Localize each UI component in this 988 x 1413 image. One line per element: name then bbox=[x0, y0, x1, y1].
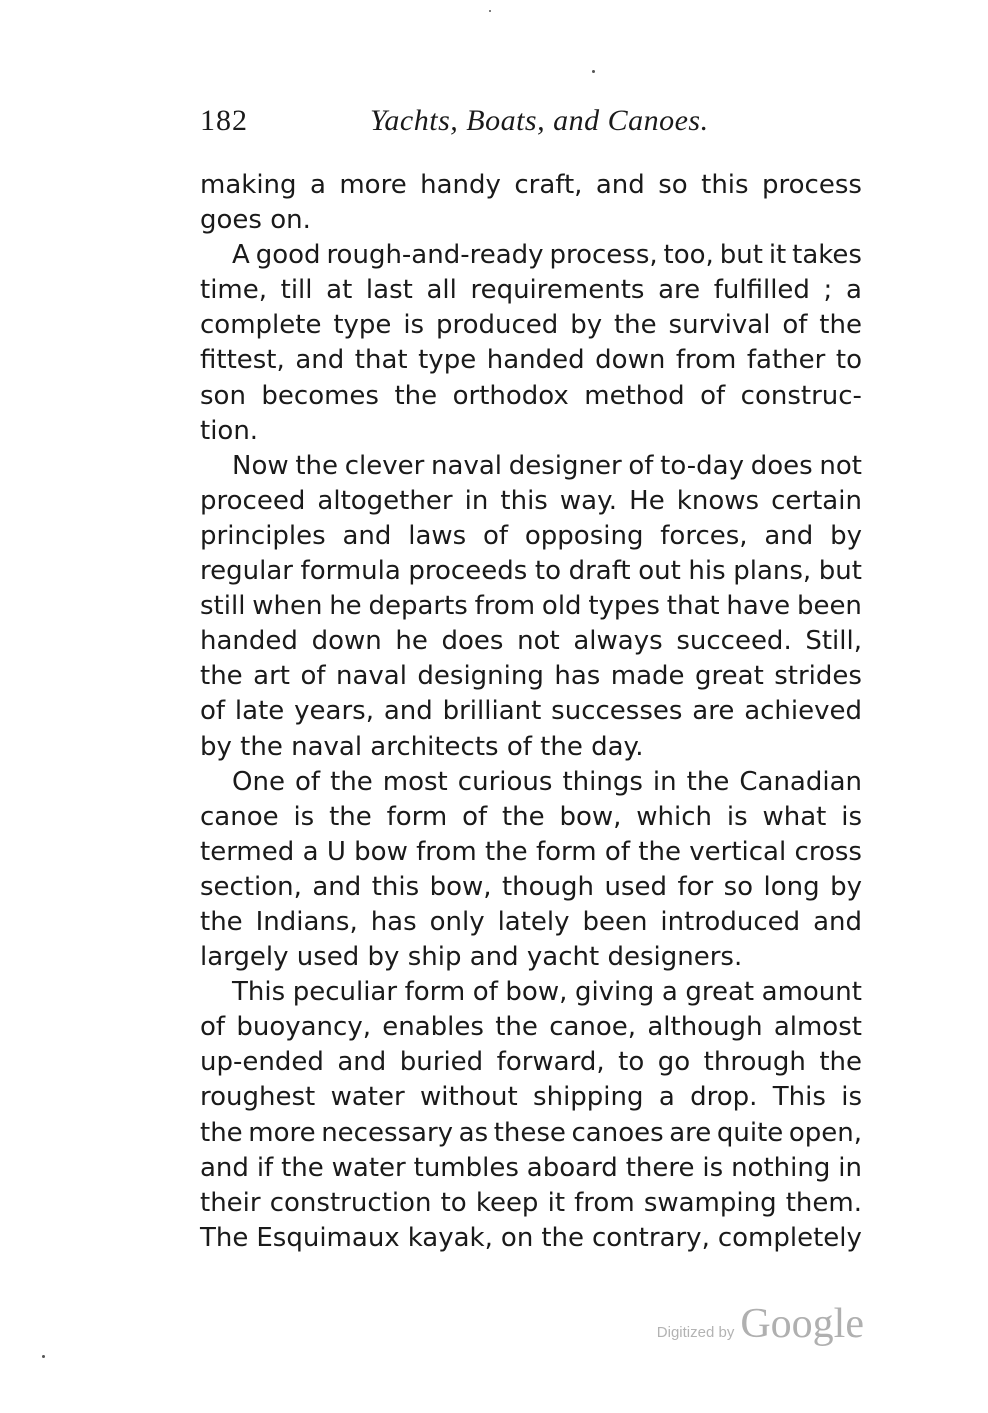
word: craft, bbox=[514, 170, 583, 200]
word: necessary bbox=[321, 1117, 454, 1148]
word: is bbox=[841, 1082, 862, 1113]
word: too, bbox=[663, 240, 714, 271]
word: that bbox=[354, 345, 408, 376]
word: and bbox=[342, 520, 392, 551]
text-line: goes on. bbox=[200, 205, 311, 236]
word: not bbox=[517, 626, 560, 657]
text-line bbox=[200, 1080, 862, 1115]
word: of bbox=[483, 520, 509, 551]
text-line: by the naval architects of the day. bbox=[200, 731, 644, 762]
word: a bbox=[302, 836, 319, 867]
word: type bbox=[418, 345, 477, 376]
word: quite bbox=[716, 1117, 784, 1148]
word: amount bbox=[761, 977, 862, 1008]
word: of bbox=[604, 836, 630, 867]
word: great bbox=[685, 977, 755, 1008]
word: laws bbox=[408, 520, 467, 551]
word: construc- bbox=[740, 380, 862, 411]
word: succeed. bbox=[676, 626, 792, 657]
word: ; bbox=[823, 275, 833, 306]
word: handy bbox=[420, 170, 501, 200]
word: on bbox=[500, 1222, 534, 1253]
word: years, bbox=[294, 696, 374, 727]
text-line bbox=[200, 870, 862, 905]
word: in bbox=[838, 1152, 862, 1183]
text-line bbox=[200, 975, 862, 1010]
word: which bbox=[636, 801, 713, 832]
word: been bbox=[796, 591, 862, 622]
word: till bbox=[280, 275, 313, 306]
word: he bbox=[395, 626, 428, 657]
word: at bbox=[326, 275, 353, 306]
text-line bbox=[200, 273, 862, 308]
text-line bbox=[200, 379, 862, 414]
text-line bbox=[200, 1186, 862, 1221]
word: nothing bbox=[731, 1152, 831, 1183]
word: process, bbox=[549, 240, 658, 271]
word: so bbox=[658, 170, 688, 200]
word: by bbox=[570, 310, 603, 341]
word: strides bbox=[774, 661, 862, 692]
word: still bbox=[200, 591, 246, 622]
word: down bbox=[311, 626, 382, 657]
word: things bbox=[562, 766, 643, 797]
word: late bbox=[234, 696, 285, 727]
word: it bbox=[768, 240, 787, 271]
word: from bbox=[416, 836, 477, 867]
word: does bbox=[750, 450, 813, 481]
word: takes bbox=[792, 240, 862, 271]
word: as bbox=[458, 1117, 489, 1148]
word: when bbox=[252, 591, 323, 622]
word: of bbox=[200, 696, 226, 727]
word: bow, bbox=[429, 871, 492, 902]
word: down bbox=[595, 345, 666, 376]
word: giving bbox=[574, 977, 655, 1008]
word: of bbox=[700, 380, 726, 411]
scan-speck bbox=[489, 10, 491, 12]
text-line: largely used by ship and yacht designers. bbox=[200, 942, 743, 973]
word: tumbles bbox=[413, 1152, 519, 1183]
word: produced bbox=[436, 310, 559, 341]
word: that bbox=[666, 591, 720, 622]
text-line bbox=[200, 1010, 862, 1045]
word: requirements bbox=[470, 275, 645, 306]
word: designer bbox=[508, 450, 622, 481]
digitized-watermark bbox=[657, 1300, 864, 1348]
word: U bbox=[326, 836, 346, 867]
body-text bbox=[200, 168, 862, 1256]
word: of bbox=[472, 977, 498, 1008]
word: the bbox=[329, 801, 372, 832]
word: is bbox=[726, 801, 748, 832]
text-line bbox=[200, 765, 862, 800]
word: to bbox=[618, 1047, 645, 1078]
word: shipping bbox=[533, 1082, 644, 1113]
word: of bbox=[300, 661, 326, 692]
word: for bbox=[677, 871, 714, 902]
word: successes bbox=[551, 696, 683, 727]
word: to bbox=[534, 556, 561, 587]
word: of bbox=[294, 766, 321, 797]
word: although bbox=[647, 1012, 763, 1043]
word: up-ended bbox=[200, 1047, 324, 1078]
text-line bbox=[200, 449, 862, 484]
word: plans, bbox=[733, 556, 812, 587]
word: though bbox=[501, 871, 595, 902]
word: aboard bbox=[526, 1152, 618, 1183]
word: making bbox=[200, 170, 297, 200]
word: the bbox=[330, 766, 373, 797]
word: and bbox=[337, 1047, 387, 1078]
word: without bbox=[419, 1082, 518, 1113]
word: the bbox=[686, 766, 730, 797]
word: the bbox=[638, 836, 681, 867]
text-line bbox=[200, 694, 862, 729]
word: are bbox=[658, 275, 701, 306]
word: the bbox=[200, 906, 243, 937]
word: is bbox=[841, 801, 862, 832]
word: Canadian bbox=[739, 766, 862, 797]
word: buried bbox=[399, 1047, 484, 1078]
word: becomes bbox=[261, 380, 379, 411]
word: contrary, bbox=[592, 1222, 710, 1253]
word: the bbox=[819, 1047, 862, 1078]
word: always bbox=[573, 626, 663, 657]
word: bow, bbox=[559, 801, 622, 832]
word: introduced bbox=[660, 906, 801, 937]
word: form bbox=[404, 977, 466, 1008]
word: of bbox=[200, 1012, 226, 1043]
word: in bbox=[652, 766, 677, 797]
word: achieved bbox=[744, 696, 862, 727]
word: kayak, bbox=[407, 1222, 493, 1253]
word: time, bbox=[200, 275, 268, 306]
word: from bbox=[574, 1187, 635, 1218]
word: He bbox=[629, 485, 665, 516]
text-line bbox=[200, 1221, 862, 1256]
text-line bbox=[200, 484, 862, 519]
word: if bbox=[256, 1152, 274, 1183]
word: bow bbox=[354, 836, 408, 867]
word: these bbox=[493, 1117, 566, 1148]
word: have bbox=[726, 591, 791, 622]
word: a bbox=[309, 170, 326, 200]
word: handed bbox=[200, 626, 298, 657]
word: swamping bbox=[643, 1187, 777, 1218]
word: only bbox=[429, 906, 485, 937]
word: the bbox=[495, 1012, 538, 1043]
word: A bbox=[232, 240, 250, 271]
word: Indians, bbox=[255, 906, 358, 937]
word: but bbox=[719, 240, 763, 271]
text-line: tion. bbox=[200, 415, 259, 446]
text-line bbox=[200, 800, 862, 835]
word: naval bbox=[335, 661, 407, 692]
word: in bbox=[464, 485, 489, 516]
word: father bbox=[746, 345, 826, 376]
word: way. bbox=[559, 485, 618, 516]
word: method bbox=[584, 380, 685, 411]
text-line bbox=[200, 624, 862, 659]
text-line bbox=[200, 835, 862, 870]
word: and bbox=[595, 170, 645, 200]
word: art bbox=[253, 661, 290, 692]
word: to-day bbox=[660, 450, 744, 481]
word: the bbox=[484, 836, 528, 867]
word: The bbox=[200, 1222, 249, 1253]
word: knows bbox=[676, 485, 760, 516]
word: keep bbox=[475, 1187, 539, 1218]
word: canoe bbox=[200, 801, 279, 832]
word: regular bbox=[200, 556, 293, 587]
word: out bbox=[638, 556, 681, 587]
word: peculiar bbox=[292, 977, 398, 1008]
word: open, bbox=[788, 1117, 862, 1148]
word: the bbox=[501, 801, 545, 832]
word: has bbox=[554, 661, 601, 692]
text-line bbox=[200, 589, 862, 624]
word: good bbox=[255, 240, 321, 271]
scan-speck bbox=[592, 70, 595, 73]
word: has bbox=[370, 906, 417, 937]
watermark-prefix: Digitized by bbox=[656, 1324, 735, 1341]
word: canoes bbox=[571, 1117, 664, 1148]
word: his bbox=[688, 556, 726, 587]
word: and bbox=[383, 696, 433, 727]
google-logo: Google bbox=[740, 1301, 864, 1347]
word: the bbox=[295, 450, 339, 481]
scan-speck bbox=[42, 1355, 45, 1358]
word: most bbox=[382, 766, 448, 797]
word: section, bbox=[200, 871, 302, 902]
word: the bbox=[819, 310, 862, 341]
word: not bbox=[819, 450, 862, 481]
word: fittest, bbox=[200, 345, 285, 376]
word: is bbox=[702, 1152, 724, 1183]
word: clever bbox=[344, 450, 425, 481]
word: buoyancy, bbox=[236, 1012, 371, 1043]
word: form bbox=[386, 801, 448, 832]
word: survival bbox=[668, 310, 771, 341]
word: handed bbox=[486, 345, 585, 376]
word: drop. bbox=[690, 1082, 758, 1113]
word: and bbox=[764, 520, 814, 551]
word: does bbox=[441, 626, 504, 657]
word: lately bbox=[497, 906, 570, 937]
word: go bbox=[657, 1047, 691, 1078]
word: this bbox=[701, 170, 749, 200]
word: the bbox=[281, 1152, 324, 1183]
word: more bbox=[248, 1117, 316, 1148]
word: roughest bbox=[200, 1082, 316, 1113]
word: of bbox=[782, 310, 808, 341]
text-line bbox=[200, 519, 862, 554]
word: Still, bbox=[805, 626, 862, 657]
word: son bbox=[200, 380, 246, 411]
word: from bbox=[474, 591, 536, 622]
word: of bbox=[462, 801, 488, 832]
word: proceeds bbox=[408, 556, 528, 587]
word: types bbox=[588, 591, 660, 622]
text-line bbox=[200, 308, 862, 343]
word: orthodox bbox=[452, 380, 569, 411]
word: so bbox=[723, 871, 754, 902]
word: he bbox=[329, 591, 362, 622]
word: departs bbox=[368, 591, 468, 622]
word: all bbox=[426, 275, 457, 306]
text-line bbox=[200, 238, 862, 273]
page-number: 182 bbox=[200, 104, 248, 137]
word: there bbox=[625, 1152, 695, 1183]
word: through bbox=[703, 1047, 806, 1078]
word: to bbox=[835, 345, 862, 376]
word: water bbox=[331, 1152, 406, 1183]
word: from bbox=[675, 345, 737, 376]
word: this bbox=[371, 871, 420, 902]
word: enables bbox=[382, 1012, 484, 1043]
word: of bbox=[628, 450, 654, 481]
word: and bbox=[312, 871, 362, 902]
word: almost bbox=[773, 1012, 862, 1043]
word: formula bbox=[300, 556, 401, 587]
word: made bbox=[610, 661, 685, 692]
word: this bbox=[500, 485, 548, 516]
word: been bbox=[582, 906, 648, 937]
text-line bbox=[200, 659, 862, 694]
word: curious bbox=[457, 766, 553, 797]
word: rough-and-ready bbox=[326, 240, 544, 271]
word: principles bbox=[200, 520, 326, 551]
word: forces, bbox=[660, 520, 748, 551]
word: Now bbox=[232, 450, 289, 481]
word: is bbox=[293, 801, 315, 832]
word: by bbox=[830, 520, 862, 551]
word: This bbox=[772, 1082, 826, 1113]
word: canoe, bbox=[549, 1012, 637, 1043]
text-line bbox=[200, 168, 862, 203]
word: but bbox=[818, 556, 862, 587]
text-line bbox=[200, 1151, 862, 1186]
word: process bbox=[762, 170, 862, 200]
word: certain bbox=[771, 485, 862, 516]
word: and bbox=[295, 345, 345, 376]
word: complete bbox=[200, 310, 322, 341]
word: a bbox=[845, 275, 862, 306]
word: draft bbox=[568, 556, 631, 587]
text-line bbox=[200, 1116, 862, 1151]
word: construction bbox=[269, 1187, 432, 1218]
word: This bbox=[232, 977, 286, 1008]
word: last bbox=[365, 275, 413, 306]
word: the bbox=[541, 1222, 584, 1253]
word: are bbox=[692, 696, 735, 727]
word: the bbox=[200, 1117, 243, 1148]
word: cross bbox=[794, 836, 862, 867]
word: vertical bbox=[689, 836, 787, 867]
word: Esquimaux bbox=[256, 1222, 400, 1253]
word: and bbox=[200, 1152, 249, 1183]
word: it bbox=[547, 1187, 566, 1218]
word: opposing bbox=[524, 520, 644, 551]
text-line bbox=[200, 343, 862, 378]
word: fulfilled bbox=[713, 275, 810, 306]
word: great bbox=[695, 661, 764, 692]
word: to bbox=[440, 1187, 467, 1218]
word: the bbox=[394, 380, 438, 411]
word: forward, bbox=[496, 1047, 605, 1078]
word: the bbox=[613, 310, 657, 341]
word: them. bbox=[785, 1187, 862, 1218]
word: a bbox=[658, 1082, 675, 1113]
word: water bbox=[330, 1082, 405, 1113]
word: long bbox=[763, 871, 820, 902]
word: bow, bbox=[505, 977, 568, 1008]
text-line bbox=[200, 1045, 862, 1080]
word: proceed bbox=[200, 485, 306, 516]
word: more bbox=[339, 170, 407, 200]
word: by bbox=[830, 871, 862, 902]
word: termed bbox=[200, 836, 295, 867]
word: old bbox=[541, 591, 582, 622]
text-line bbox=[200, 554, 862, 589]
word: altogether bbox=[317, 485, 453, 516]
word: the bbox=[200, 661, 243, 692]
word: naval bbox=[431, 450, 503, 481]
word: designing bbox=[417, 661, 544, 692]
word: One bbox=[232, 766, 285, 797]
word: is bbox=[403, 310, 425, 341]
word: and bbox=[813, 906, 862, 937]
word: a bbox=[661, 977, 678, 1008]
word: their bbox=[200, 1187, 261, 1218]
word: used bbox=[604, 871, 667, 902]
word: are bbox=[669, 1117, 712, 1148]
word: what bbox=[762, 801, 827, 832]
page-header bbox=[200, 100, 862, 150]
running-title: Yachts, Boats, and Canoes. bbox=[370, 104, 709, 137]
word: brilliant bbox=[442, 696, 542, 727]
word: completely bbox=[717, 1222, 862, 1253]
word: form bbox=[535, 836, 597, 867]
word: type bbox=[333, 310, 392, 341]
text-line bbox=[200, 905, 862, 940]
